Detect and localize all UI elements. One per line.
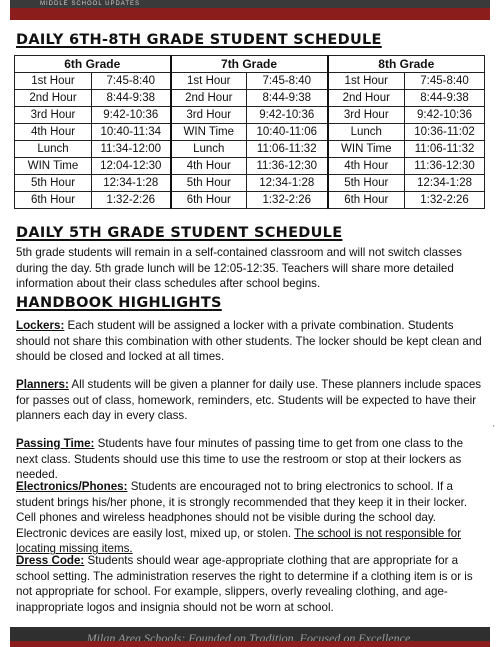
time-cell: 11:06-11:32 <box>247 141 328 158</box>
schedule-row <box>15 192 485 209</box>
time-cell: 8:44-9:38 <box>92 90 171 107</box>
time-cell: 12:04-12:30 <box>92 158 171 175</box>
period-cell: 2nd Hour <box>171 90 247 107</box>
grade-header-7th: 7th Grade <box>171 56 328 73</box>
time-cell: 7:45-8:40 <box>92 73 171 90</box>
grade-header-6th: 6th Grade <box>15 56 171 73</box>
planners-text: All students will be given a planner for daily use. These planners include spaces for passes out of class, homework, reminders, etc. Students will be expected to have their planners each day in every class. <box>16 378 482 423</box>
schedule-body <box>15 73 485 209</box>
time-cell: 9:42-10:36 <box>247 107 328 124</box>
electronics-paragraph <box>16 479 484 557</box>
schedule-row <box>15 107 485 124</box>
period-cell: 5th Hour <box>171 175 247 192</box>
period-cell: WIN Time <box>171 124 247 141</box>
fifth-grade-heading: DAILY 5TH GRADE STUDENT SCHEDULE <box>16 225 343 241</box>
footer-band <box>10 627 490 641</box>
planners-paragraph <box>16 377 484 424</box>
period-cell: Lunch <box>328 124 405 141</box>
period-cell: 3rd Hour <box>171 107 247 124</box>
period-cell: 6th Hour <box>171 192 247 209</box>
passing-time-paragraph <box>16 436 484 483</box>
dress-code-label: Dress Code: <box>16 554 85 567</box>
time-cell: 10:40-11:34 <box>92 124 171 141</box>
time-cell: 10:36-11:02 <box>405 124 485 141</box>
fifth-grade-text: 5th grade students will remain in a self-contained classroom and will not switch classes during the day. 5th grade lunch will be 12:05-12:35. Teachers will share more detailed information about their class schedules after school begins. <box>16 246 462 291</box>
lockers-paragraph <box>16 318 484 365</box>
period-cell: 5th Hour <box>15 175 92 192</box>
period-cell: Lunch <box>171 141 247 158</box>
planners-label: Planners: <box>16 378 69 391</box>
schedule-heading: DAILY 6TH-8TH GRADE STUDENT SCHEDULE <box>16 32 382 48</box>
period-cell: 3rd Hour <box>15 107 92 124</box>
time-cell: 11:36-12:30 <box>405 158 485 175</box>
schedule-row <box>15 90 485 107</box>
period-cell: Lunch <box>15 141 92 158</box>
header-band-text: MIDDLE SCHOOL UPDATES <box>40 1 141 7</box>
time-cell: 11:36-12:30 <box>247 158 328 175</box>
footer-accent-bar <box>10 641 490 647</box>
time-cell: 1:32-2:26 <box>247 192 328 209</box>
passing-time-label: Passing Time: <box>16 437 95 450</box>
time-cell: 9:42-10:36 <box>92 107 171 124</box>
lockers-label: Lockers: <box>16 319 65 332</box>
handbook-heading: HANDBOOK HIGHLIGHTS <box>16 295 222 311</box>
time-cell: 8:44-9:38 <box>405 90 485 107</box>
dress-code-text: Students should wear age-appropriate clothing that are appropriate for a school setting. The administration reserves the right to determine if a clothing item is or is not appropriate for school. For example, slippers, overly revealing clothing, and age-inappropriate logos and insignia should not be worn at school. <box>16 554 473 614</box>
period-cell: 1st Hour <box>328 73 405 90</box>
footer-motto: Milan Area Schools: Founded on Tradition. Focused on Excellence. <box>86 631 414 641</box>
schedule-row <box>15 175 485 192</box>
period-cell: 6th Hour <box>15 192 92 209</box>
time-cell: 9:42-10:36 <box>405 107 485 124</box>
time-cell: 11:34-12:00 <box>92 141 171 158</box>
period-cell: 1st Hour <box>171 73 247 90</box>
period-cell: 4th Hour <box>15 124 92 141</box>
period-cell: 5th Hour <box>328 175 405 192</box>
time-cell: 1:32-2:26 <box>405 192 485 209</box>
passing-time-text: Students have four minutes of passing time to get from one class to the next class. Students should use this time to use the restroom or stop at their lockers as needed. <box>16 437 464 482</box>
time-cell: 12:34-1:28 <box>405 175 485 192</box>
time-cell: 8:44-9:38 <box>247 90 328 107</box>
time-cell: 11:06-11:32 <box>405 141 485 158</box>
electronics-text: Students are encouraged not to bring electronics to school. If a student brings his/her phone, it is strongly recommended that they keep it in their locker. Cell phones and wireless headphones should not be visible during the school day. Electronic devices are easily lost, mixed up, or stolen. <box>16 480 468 540</box>
period-cell: 3rd Hour <box>328 107 405 124</box>
period-cell: WIN Time <box>328 141 405 158</box>
schedule-row <box>15 141 485 158</box>
electronics-label: Electronics/Phones: <box>16 480 128 493</box>
schedule-row <box>15 73 485 90</box>
time-cell: 12:34-1:28 <box>247 175 328 192</box>
time-cell: 7:45-8:40 <box>405 73 485 90</box>
dress-code-paragraph <box>16 553 484 615</box>
stray-mark: ' <box>493 424 495 433</box>
header-band <box>10 0 490 8</box>
header-accent-bar <box>10 8 490 20</box>
period-cell: 6th Hour <box>328 192 405 209</box>
electronics-disclaimer: The school is not responsible for locating missing items. <box>16 526 462 556</box>
time-cell: 1:32-2:26 <box>92 192 171 209</box>
period-cell: WIN Time <box>15 158 92 175</box>
period-cell: 2nd Hour <box>15 90 92 107</box>
period-cell: 1st Hour <box>15 73 92 90</box>
lockers-text: Each student will be assigned a locker with a private combination. Students should not share this combination with other students. The locker should be kept clean and should be closed and locked at all times. <box>16 319 482 364</box>
period-cell: 4th Hour <box>328 158 405 175</box>
period-cell: 4th Hour <box>171 158 247 175</box>
grade-header-8th: 8th Grade <box>328 56 485 73</box>
grade-header-row <box>15 56 485 73</box>
schedule-row <box>15 124 485 141</box>
time-cell: 7:45-8:40 <box>247 73 328 90</box>
period-cell: 2nd Hour <box>328 90 405 107</box>
time-cell: 12:34-1:28 <box>92 175 171 192</box>
schedule-row <box>15 158 485 175</box>
time-cell: 10:40-11:06 <box>247 124 328 141</box>
schedule-table <box>14 55 485 209</box>
